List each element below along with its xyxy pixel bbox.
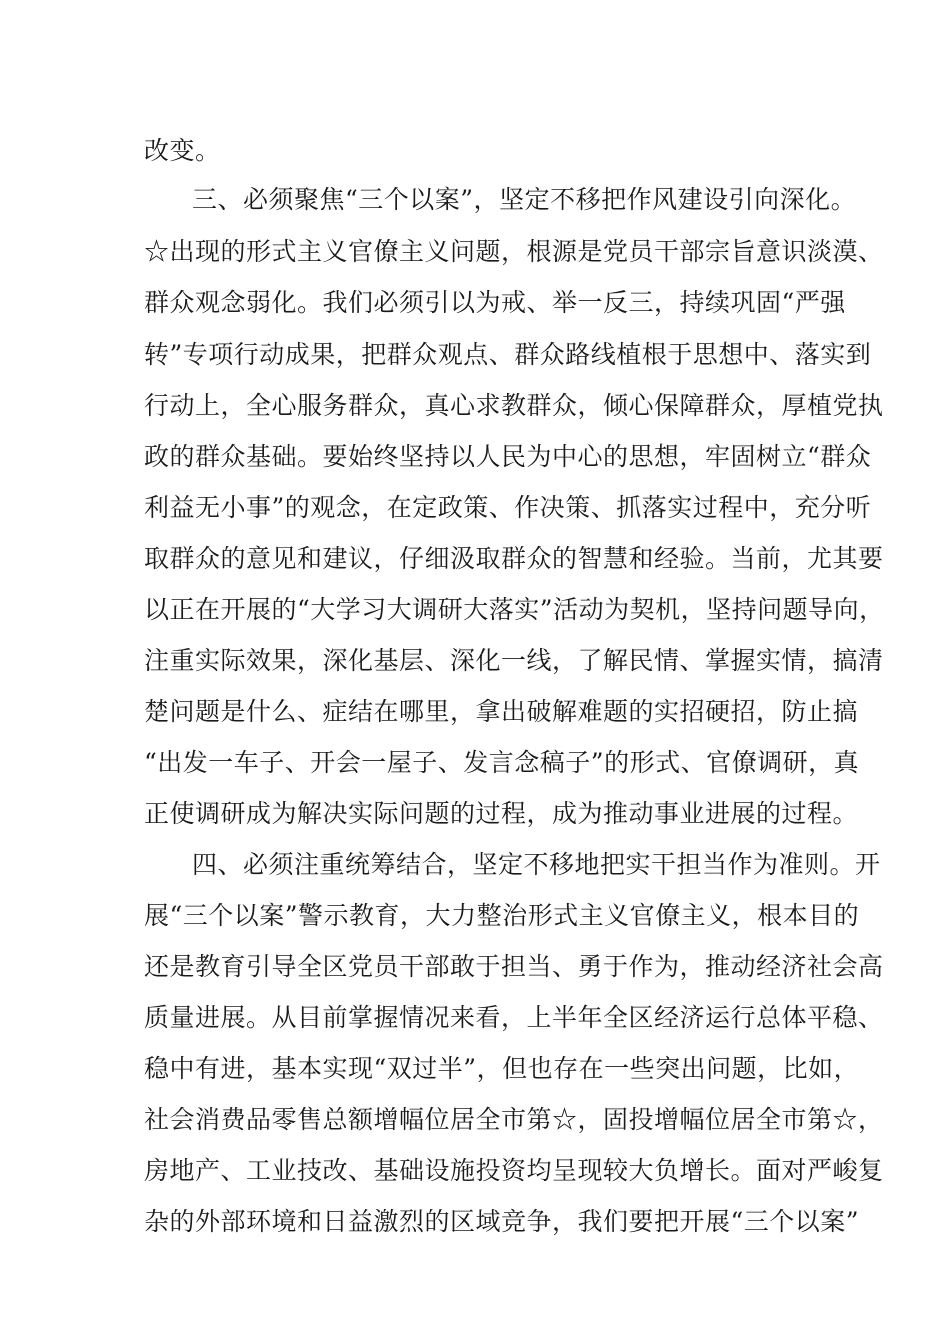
text-line: 转”专项行动成果，把群众观点、群众路线植根于思想中、落实到 [144, 340, 872, 369]
text-line: 稳中有进，基本实现“双过半”，但也存在一些突出问题，比如， [144, 1054, 860, 1083]
text-line: ☆出现的形式主义官僚主义问题，根源是党员干部宗旨意识淡漠、 [144, 237, 884, 266]
text-line: 展“三个以案”警示教育，大力整治形式主义官僚主义，根本目的 [144, 901, 860, 930]
text-line: 楚问题是什么、症结在哪里，拿出破解难题的实招硬招，防止搞 [144, 697, 859, 726]
text-line: 注重实际效果，深化基层、深化一线，了解民情、掌握实情，搞清 [144, 646, 884, 675]
text-line: 以正在开展的“大学习大调研大落实”活动为契机，坚持问题导向， [144, 595, 885, 624]
section-heading-three: 三、必须聚焦“三个以案”，坚定不移把作风建设引向深化。 [192, 185, 857, 214]
text-line: 杂的外部环境和日益激烈的区域竞争，我们要把开展“三个以案” [144, 1207, 860, 1236]
section-heading-four: 四、必须注重统筹结合，坚定不移地把实干担当作为准则。开 [192, 850, 881, 879]
text-line: 社会消费品零售总额增幅位居全市第☆，固投增幅位居全市第☆， [144, 1105, 884, 1134]
text-line: 还是教育引导全区党员干部敢于担当、勇于作为，推动经济社会高 [144, 952, 884, 981]
text-line: 政的群众基础。要始终坚持以人民为中心的思想，牢固树立“群众 [144, 442, 872, 471]
text-line: 正使调研成为解决实际问题的过程，成为推动事业进展的过程。 [144, 799, 859, 828]
text-line: “出发一车子、开会一屋子、发言念稿子”的形式、官僚调研，真 [144, 748, 860, 777]
text-line: 改变。 [144, 136, 221, 165]
text-line: 群众观念弱化。我们必须引以为戒、举一反三，持续巩固“严强 [144, 288, 846, 317]
text-line: 取群众的意见和建议，仔细汲取群众的智慧和经验。当前，尤其要 [144, 544, 884, 573]
text-line: 房地产、工业技改、基础设施投资均呈现较大负增长。面对严峻复 [144, 1156, 884, 1185]
text-line: 行动上，全心服务群众，真心求教群众，倾心保障群众，厚植党执 [144, 391, 884, 420]
text-line: 质量进展。从目前掌握情况来看，上半年全区经济运行总体平稳、 [144, 1003, 884, 1032]
text-line: 利益无小事”的观念，在定政策、作决策、抓落实过程中，充分听 [144, 493, 872, 522]
